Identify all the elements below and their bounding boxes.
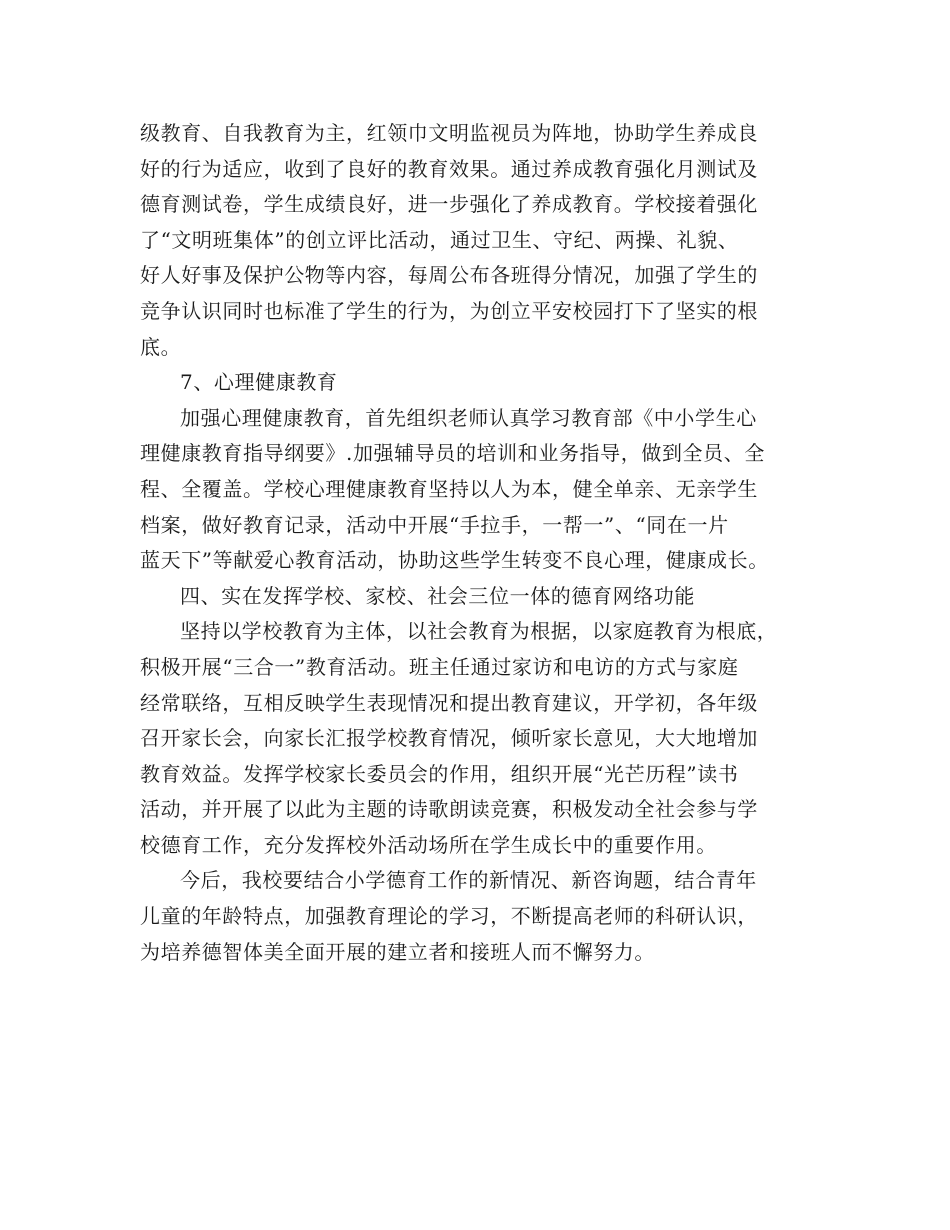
paragraph-future-plan: 今后，我校要结合小学德育工作的新情况、新咨询题，结合青年 儿童的年龄特点，加强教育理论的学习，不断提高老师的科研认识， 为培养德智体美全面开展的建立者和接班人而不懈努力。 [140, 868, 758, 964]
paragraph-moral-education-continued: 级教育、自我教育为主，红领巾文明监视员为阵地，协助学生养成良 好的行为适应，收到了良好的教育效果。通过养成教育强化月测试及 德育测试卷，学生成绩良好，进一步强化了养成教育。学校接着强化 了“文明班集体”的创立评比活动，通过卫生、守纪、两操、礼貌、 好人好事及保护公物等内容，每周公布各班得分情况，加强了学生的 竞争认识同时也标准了学生的行为，为创立平安校园打下了坚实的根 底。 [140, 121, 758, 359]
document-body [140, 116, 820, 970]
paragraph-mental-health-education: 加强心理健康教育，首先组织老师认真学习教育部《中小学生心 理健康教育指导纲要》.加强辅导员的培训和业务指导，做到全员、全 程、全覆盖。学校心理健康教育坚持以人为本，健全单亲、无亲学生 档案，做好教育记录，活动中开展“手拉手，一帮一”、“同在一片 蓝天下”等献爱心教育活动，协助这些学生转变不良心理，健康成长。 [140, 405, 769, 573]
paragraph-school-family-society-network: 坚持以学校教育为主体，以社会教育为根据，以家庭教育为根底， 积极开展“三合一”教育活动。班主任通过家访和电访的方式与家庭 经常联络，互相反映学生表现情况和提出教育建议，开学初，各年级 召开家长会，向家长汇报学校教育情况，倾听家长意见，大大地增加 教育效益。发挥学校家长委员会的作用，组织开展“光芒历程”读书 活动，并开展了以此为主题的诗歌朗读竞赛，积极发动全社会参与学 校德育工作，充分发挥校外活动场所在学生成长中的重要作用。 [140, 619, 778, 857]
heading-mental-health-education: 7、心理健康教育 [180, 370, 338, 395]
heading-school-family-society-network: 四、实在发挥学校、家校、社会三位一体的德育网络功能 [180, 583, 695, 608]
